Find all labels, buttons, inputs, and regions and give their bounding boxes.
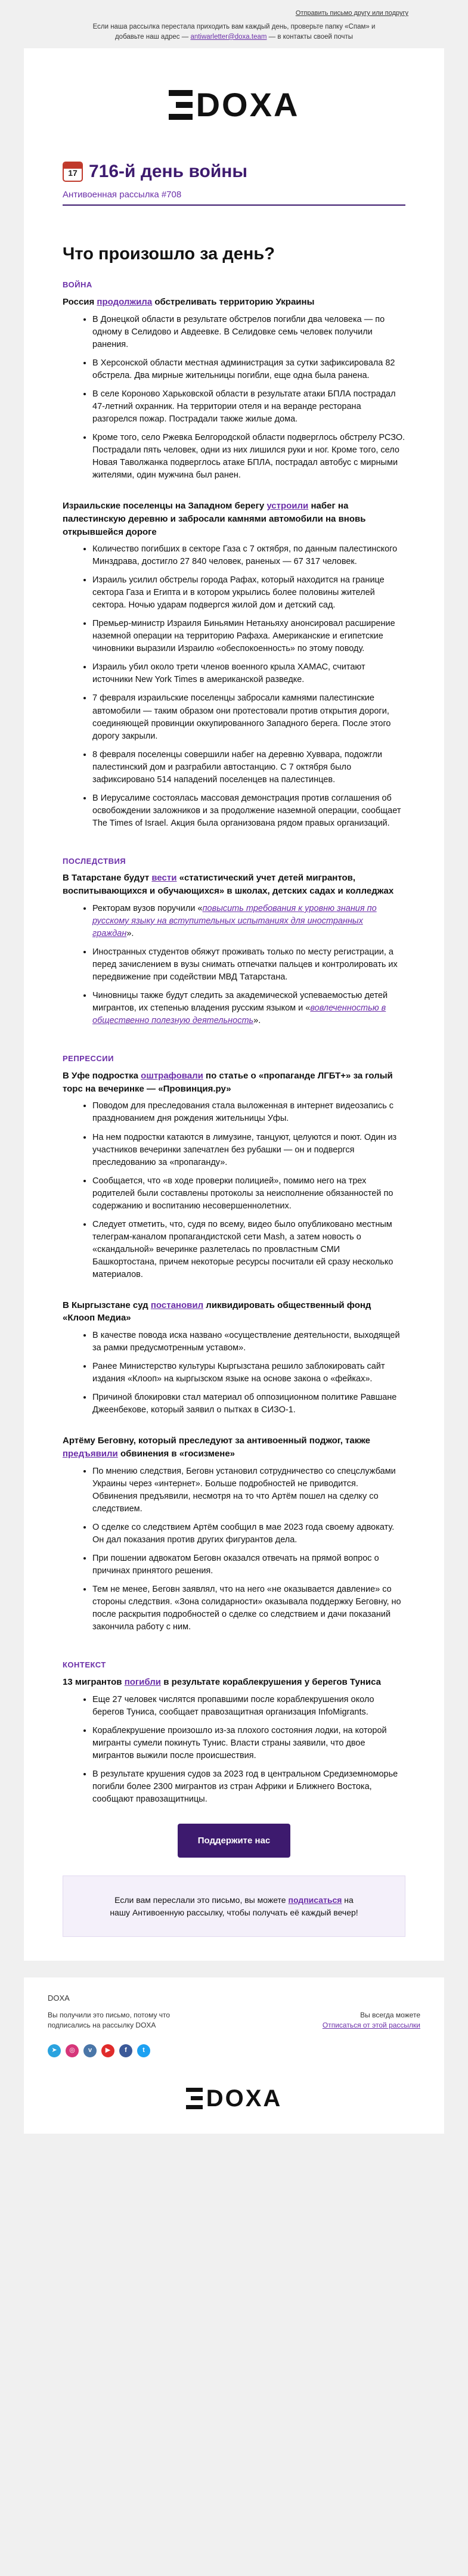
section-war: ВОЙНА: [63, 280, 92, 290]
list-item-text-end: ».: [126, 929, 134, 939]
issue-subtitle: Антивоенная рассылка #708: [63, 188, 405, 206]
calendar-icon: [63, 162, 83, 182]
list-item: • Тем не менее, Беговн заявлял, что на него «не оказывается давление» со стороны следствия. «Зона солидарности» оказывала поддержку Беговну, но после раскрытия подробностей о сделке со следствием и дачи показаний закончила работу с ним.: [92, 1583, 405, 1633]
list-item: • Премьер-министр Израиля Биньямин Нетаньяху анонсировал расширение наземной операции на территорию Рафаха. Американские и египетские чиновники выразили Израилю «обеспокоенность» по этому поводу.: [92, 618, 405, 655]
list-item: • По мнению следствия, Беговн установил сотрудничество со спецслужбами Украины через «интернет». Больше подробностей не приводится. Обвинения предъявили, несмотря на то что Артём пошел на сделку со следствием.: [92, 1465, 405, 1515]
preheader-line2-end: — в контакты своей почты: [266, 33, 354, 41]
consequences-story-1-head-start: В Татарстане будут: [63, 873, 152, 884]
list-item: • О сделке со следствием Артём сообщил в мае 2023 года своему адвокату. Он дал показания против других фигурантов дела.: [92, 1521, 405, 1546]
facebook-icon[interactable]: f: [119, 2044, 132, 2057]
notice-line1: [93, 1894, 375, 1906]
list-item: • В Иерусалиме состоялась массовая демонстрация против соглашения об освобождении заложников и за продолжение наземной операции, сообщает The Times of Israel. Акция была организована рядом правых организаций.: [92, 792, 405, 830]
context-story-1-head-start: 13 мигрантов: [63, 1676, 125, 1687]
repressions-story-3-head-end: обвинения в «госизмене»: [117, 1449, 235, 1459]
list-item: • В Донецкой области в результате обстрелов погибли два человека — по одному в Селидово и Авдеевке. В Селидовке семь человек получили ранения.: [92, 314, 405, 351]
consequences-story-1-head: [63, 872, 405, 898]
list-item-text-start: Ректорам вузов поручили «: [92, 903, 203, 913]
list-item: • В результате крушения судов за 2023 год в центральном Средиземноморье погибли более 2300 мигрантов из стран Африки и Ближнего Востока, сообщают правозащитницы.: [92, 1768, 405, 1806]
preheader: [0, 0, 468, 48]
forward-link[interactable]: Отправить письмо другу или подругу: [295, 10, 408, 17]
list-item: • При пошении адвокатом Беговн оказался отвечать на прямой вопрос о причинах принятого решения.: [92, 1552, 405, 1577]
unsubscribe-link[interactable]: Отписаться от этой рассылки: [322, 2021, 420, 2030]
issue-title: 716-й день войны: [89, 162, 248, 181]
issue-title-row: [63, 159, 405, 185]
list-item: • Причиной блокировки стал материал об оппозиционном политике Равшане Джеенбекове, который заявил о пытках в СИЗО-1.: [92, 1391, 405, 1416]
notice-line1-end: на: [342, 1895, 354, 1905]
list-item: • 8 февраля поселенцы совершили набег на деревню Хуввара, подожгли палестинский дом и разграбили автостанцию. С 7 октября было зафиксировано 514 нападений поселенцев на палестинцев.: [92, 749, 405, 786]
telegram-icon[interactable]: ➤: [48, 2044, 61, 2057]
footer-logo-text: DOXA: [206, 2085, 283, 2112]
list-item: [92, 990, 405, 1027]
war-story-2-list: [63, 543, 405, 829]
public-activity-link[interactable]: вовлеченностью в общественно полезную деятельность: [92, 1003, 386, 1026]
list-item: • Еще 27 человек числятся пропавшими после кораблекрушения около берегов Туниса, сообщает правозащитная организация InfoMigrants.: [92, 1694, 405, 1719]
instagram-icon[interactable]: ◎: [66, 2044, 79, 2057]
footer-left-line2: подписались на рассылку DOXA: [48, 2021, 156, 2030]
section-context: КОНТЕКСТ: [63, 1660, 106, 1669]
logo-text: DOXA: [196, 86, 300, 124]
repressions-story-3-link[interactable]: предъявили: [63, 1449, 118, 1459]
list-item: • Израиль убил около трети членов военного крыла ХАМАС, считают источники New York Times в американской разведке.: [92, 661, 405, 686]
list-item: • 7 февраля израильские поселенцы забросали камнями палестинские автомобили — таким образом они протестовали против открытия дороги, соединяющей провинции оккупированного Западного берега. После этого дорогу закрыли.: [92, 692, 405, 742]
context-story-1-link[interactable]: погибли: [124, 1676, 162, 1687]
preheader-line2: [36, 32, 432, 42]
context-story-1-head-end: в результате кораблекрушения у берегов Туниса: [161, 1676, 382, 1687]
repressions-story-3-list: [63, 1465, 405, 1633]
war-story-1-head: [63, 296, 405, 309]
repressions-story-1-link[interactable]: оштрафовали: [141, 1070, 203, 1081]
footer-row: [48, 2010, 420, 2031]
repressions-story-2-head-end: ликвидировать общественный фонд «Клооп Медиа»: [63, 1300, 371, 1323]
subscribe-notice: [63, 1876, 405, 1937]
war-story-1-head-end: обстреливать территорию Украины: [152, 297, 315, 308]
war-story-1-link[interactable]: продолжила: [97, 297, 153, 308]
repressions-story-1-head: [63, 1070, 405, 1096]
social-links: [48, 2044, 420, 2057]
list-item-text-end: ».: [253, 1016, 261, 1026]
list-item: [92, 903, 405, 940]
footer-right-line1: Вы всегда можете: [360, 2010, 420, 2019]
list-item: • Кроме того, село Ржевка Белгородской области подверглось обстрелу РСЗО. Пострадали пять человек, одни из них лишился руки и ног. Кроме того, село Новая Таволжанка подверглось атаке БПЛА, пострадал автобус с мирными жителями, один мужчина был ранен.: [92, 432, 405, 482]
consequences-story-1-list: [63, 903, 405, 1027]
repressions-story-3-head: [63, 1434, 405, 1461]
list-item: • В качестве повода иска названо «осуществление деятельности, выходящей за рамки предусмотренным уставом».: [92, 1329, 405, 1354]
section-repressions: РЕПРЕССИИ: [63, 1054, 114, 1064]
list-item: • Следует отметить, что, судя по всему, видео было опубликовано местным телеграм-каналом пропагандистской сети Mash, а затем новость о «скандальной» вечеринке разлетелась по провластным СМИ Башкортостана, причем некоторые ресурсы посчитали ей сразу несколько материалов.: [92, 1219, 405, 1281]
content-card: [24, 48, 444, 1961]
preheader-email-link[interactable]: antiwarletter@doxa.team: [190, 33, 267, 41]
twitter-icon[interactable]: t: [137, 2044, 150, 2057]
list-item: • В Херсонской области местная администрация за сутки зафиксировала 82 обстрела. Два мирные жительницы погибли, еще одна была ранена.: [92, 357, 405, 382]
footer: [24, 1977, 444, 2134]
list-item: • Поводом для преследования стала выложенная в интернет видеозапись с празднованием дня рождения жительницы Уфы.: [92, 1100, 405, 1125]
war-story-2-head-start: Израильские поселенцы на Западном берегу: [63, 501, 267, 512]
preheader-line2-start: добавьте наш адрес —: [114, 33, 191, 41]
footer-left-line1: Вы получили это письмо, потому что: [48, 2010, 171, 2019]
subscribe-link[interactable]: подписаться: [288, 1895, 342, 1905]
section-consequences: ПОСЛЕДСТВИЯ: [63, 856, 126, 866]
context-story-1-head: [63, 1676, 405, 1689]
war-story-2-head: [63, 500, 405, 538]
doxa-logo[interactable]: [63, 84, 405, 126]
list-item: • Израиль усилил обстрелы города Рафах, который находится на границе сектора Газа и Египта и в котором укрылись более половины жителей сектора. Ночью ударам подвергся жилой дом и детский сад.: [92, 574, 405, 612]
list-item: • Сообщается, что «в ходе проверки полицией», помимо него на трех родителей были составлены протоколы за неисполнение обязанностей по содержанию и воспитанию несовершеннолетних.: [92, 1175, 405, 1213]
support-section: [63, 1824, 405, 1858]
repressions-story-1-head-start: В Уфе подростка: [63, 1070, 141, 1081]
list-item-text-start: Чиновницы также будут следить за академической успеваемостью детей мигрантов, их степенью владения русским языком и «: [92, 991, 388, 1013]
context-story-1-list: [63, 1694, 405, 1806]
language-requirements-link[interactable]: повысить требования к уровню знания по русскому языку на вступительных испытаниях для иностранных граждан: [92, 903, 377, 939]
list-item: • Кораблекрушение произошло из-за плохого состояния лодки, на которой мигранты сумели покинуть Тунис. Власти страны заявили, что двое мигрантов выжили после происшествия.: [92, 1725, 405, 1762]
support-button[interactable]: Поддержите нас: [178, 1824, 291, 1858]
repressions-story-2-link[interactable]: постановил: [150, 1300, 204, 1310]
footer-logo[interactable]: [48, 2081, 420, 2116]
footer-left: [48, 2010, 170, 2031]
logo-mark-icon: [169, 90, 193, 120]
consequences-story-1-link[interactable]: вести: [151, 873, 177, 884]
repressions-story-1-head-end: по статье о «пропаганде ЛГБТ+» за голый торс на вечеринке — «Провинция.ру»: [63, 1070, 393, 1094]
list-item: • Иностранных студентов обяжут проживать только по месту регистрации, а перед зачислением в вузы снимать отпечатки пальцев и контролировать их передвижение при содействии МВД Татарстана.: [92, 946, 405, 984]
list-item: • В селе Короново Харьковской области в результате атаки БПЛА пострадал 47-летний охранник. На территории отеля и на веранде ресторана разгорелся пожар. Пострадали также жилые дома.: [92, 388, 405, 426]
list-item: • На нем подростки катаются в лимузине, танцуют, целуются и поют. Один из участников вечеринки запечатлен без рубашки — он и подвергся преследованию за «пропаганду».: [92, 1132, 405, 1169]
notice-line1-start: Если вам переслали это письмо, вы можете: [114, 1895, 289, 1905]
war-story-2-head-end: набег на палестинскую деревню и забросали камнями автомобили на вновь открывшейся дороге: [63, 501, 366, 537]
footer-brand: DOXA: [48, 1994, 70, 2003]
repressions-story-2-head: [63, 1299, 405, 1325]
notice-line2: нашу Антивоенную рассылку, чтобы получать её каждый вечер!: [110, 1907, 358, 1917]
preheader-line1: Если наша рассылка перестала приходить вам каждый день, проверьте папку «Спам» и: [92, 23, 376, 30]
war-story-2-link[interactable]: устроили: [266, 501, 309, 512]
youtube-icon[interactable]: ▶: [101, 2044, 114, 2057]
vk-icon[interactable]: v: [83, 2044, 97, 2057]
repressions-story-2-head-start: В Кыргызстане суд: [63, 1300, 151, 1310]
calendar-day: 17: [68, 168, 78, 178]
consequences-story-1-head-end: «статистический учет детей мигрантов, воспитывающихся и обучающихся» в школах, детских садах и колледжах: [63, 873, 394, 897]
main-title: Что произошло за день?: [63, 244, 275, 264]
repressions-story-2-list: [63, 1329, 405, 1416]
repressions-story-1-list: [63, 1100, 405, 1281]
list-item: • Количество погибших в секторе Газа с 7 октября, по данным палестинского Минздрава, достигло 27 840 человек, раненых — 67 317 человек.: [92, 543, 405, 568]
repressions-story-3-head-start: Артёму Беговну, который преследуют за антивоенный поджог, также: [63, 1436, 371, 1446]
footer-right: [323, 2010, 420, 2031]
list-item: • Ранее Министерство культуры Кыргызстана решило заблокировать сайт издания «Клооп» на кыргызском языке на основе закона о «фейках».: [92, 1360, 405, 1385]
war-story-1-head-start: Россия: [63, 297, 97, 308]
footer-logo-mark-icon: [186, 2088, 203, 2109]
war-story-1-list: [63, 314, 405, 482]
